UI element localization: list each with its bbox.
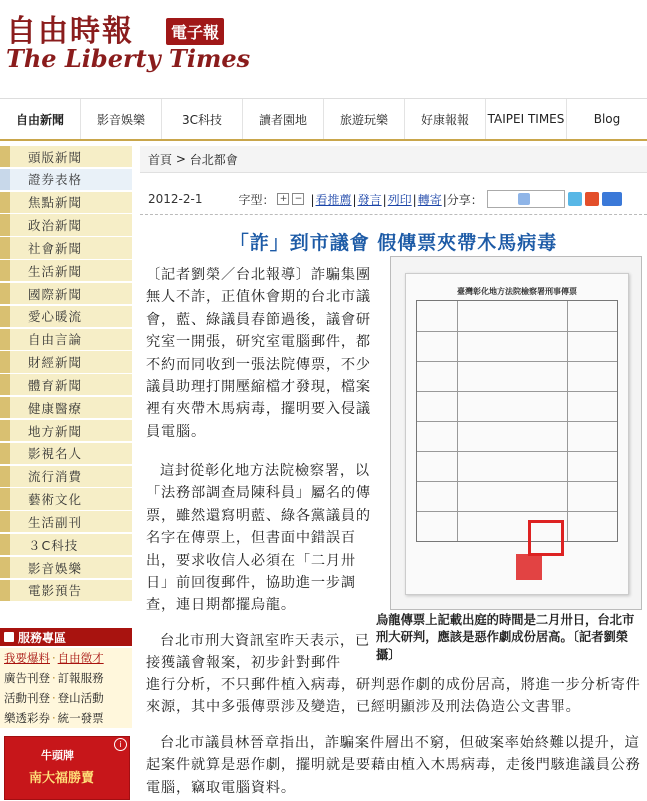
sidebar-item[interactable] bbox=[0, 374, 132, 395]
services-header bbox=[0, 628, 132, 646]
document-table bbox=[416, 300, 618, 542]
sidebar-item-label: 政治新聞 bbox=[28, 218, 83, 234]
advertisement[interactable] bbox=[4, 736, 130, 800]
service-link[interactable]: 我要爆料 bbox=[4, 651, 50, 665]
sidebar-item-marker bbox=[0, 580, 10, 601]
sidebar-item[interactable] bbox=[0, 488, 132, 509]
service-link[interactable]: 訂報服務 bbox=[57, 671, 104, 685]
sidebar-item-marker bbox=[0, 146, 10, 167]
sidebar-item[interactable] bbox=[0, 580, 132, 601]
sidebar-item-marker bbox=[0, 534, 10, 555]
site-header bbox=[0, 0, 647, 98]
nav-item[interactable]: 旅遊玩樂 bbox=[324, 99, 405, 139]
service-link[interactable]: 自由徵才 bbox=[57, 651, 104, 665]
sidebar-item-marker bbox=[0, 306, 10, 327]
services-row: 活動刊登 ‧ 登山活動 bbox=[4, 691, 104, 705]
paragraph: 〔記者劉榮／台北報導〕詐騙集團無人不詐，正值休會期的台北市議會，藍、綠議員春節過後，議會研究室一開張，研究室電腦郵件，都不約而同收到一張法院傳票，不少議員助理打開壓縮檔才發現，檔案裡有夾帶木馬病毒，擺明要入侵議員電腦。 bbox=[146, 267, 371, 440]
sidebar-item[interactable] bbox=[0, 466, 132, 487]
sidebar-item-marker bbox=[0, 260, 10, 281]
forward-link[interactable]: 轉寄 bbox=[417, 192, 442, 207]
comment-link[interactable]: 發言 bbox=[357, 192, 382, 207]
sidebar-item[interactable] bbox=[0, 146, 132, 167]
sidebar-item-label: 藝術文化 bbox=[28, 492, 83, 508]
seal-stamp bbox=[528, 520, 564, 556]
sidebar-item-label: 影視名人 bbox=[28, 446, 83, 462]
services-row: 廣告刊登 ‧ 訂報服務 bbox=[4, 671, 104, 685]
sidebar-item[interactable] bbox=[0, 192, 132, 213]
sidebar-item-label: 健康醫療 bbox=[28, 400, 83, 416]
sidebar-item-label: 生活副刊 bbox=[28, 514, 83, 530]
sidebar-item-marker bbox=[0, 169, 10, 190]
main-content bbox=[140, 146, 647, 254]
twitter-icon[interactable] bbox=[568, 192, 582, 206]
sidebar-item-marker bbox=[0, 420, 10, 441]
services-links bbox=[0, 648, 132, 728]
sidebar-item-label: 國際新聞 bbox=[28, 286, 83, 302]
red-stamp bbox=[516, 554, 542, 580]
breadcrumb-section[interactable]: 台北都會 bbox=[189, 152, 238, 167]
sidebar-item[interactable] bbox=[0, 237, 132, 258]
photo-caption: 烏龍傳票上記載出庭的時間是二月卅日，台北市刑大研判，應該是惡作劇成份居高。〔記者劉榮攝〕 bbox=[376, 613, 635, 662]
paragraph: 這封從彰化地方法院檢察署，以「法務部調查局陳科員」屬名的傳票，雖然還寫明藍、綠各黨議員的名字在傳票上，但書面中錯誤百出，要求收信人必須在「二月卅日」前回復郵件，協助進一步調查，連日期都擺烏龍。 bbox=[146, 463, 371, 614]
share-widget[interactable] bbox=[487, 190, 565, 208]
sidebar-item-label: 證券表格 bbox=[28, 172, 83, 188]
logo-badge: 電子報 bbox=[166, 18, 224, 45]
article-date: 2012-2-1 bbox=[148, 192, 203, 206]
nav-item[interactable]: Blog bbox=[593, 112, 621, 126]
service-icon bbox=[4, 632, 14, 642]
sidebar-item[interactable] bbox=[0, 351, 132, 372]
sidebar-item-label: 體育新聞 bbox=[28, 377, 83, 393]
sidebar-item-marker bbox=[0, 511, 10, 532]
services-row: 樂透彩券 ‧ 統一發票 bbox=[4, 711, 104, 725]
sidebar-item-marker bbox=[0, 351, 10, 372]
recommend-link[interactable]: 看推薦 bbox=[315, 192, 352, 207]
paragraph: 台北市刑大資訊室昨天表示，已接獲議會報案，初步針對郵件 bbox=[146, 633, 370, 672]
article-toolbar bbox=[140, 189, 647, 209]
sidebar-item[interactable] bbox=[0, 397, 132, 418]
sidebar-item-label: ３C科技 bbox=[28, 537, 79, 553]
breadcrumb-home[interactable]: 首頁 bbox=[148, 152, 173, 167]
sidebar-item-marker bbox=[0, 374, 10, 395]
service-link[interactable]: 樂透彩券 bbox=[4, 711, 50, 725]
sidebar-item-label: 焦點新聞 bbox=[28, 195, 83, 211]
nav-item[interactable]: 讀者園地 bbox=[243, 99, 324, 139]
article-photo[interactable] bbox=[390, 256, 642, 610]
services-row: 我要爆料 ‧ 自由徵才 bbox=[4, 651, 104, 665]
sidebar-item-label: 財經新聞 bbox=[28, 355, 83, 371]
sidebar-item-label: 社會新聞 bbox=[28, 240, 83, 256]
sidebar-item[interactable] bbox=[0, 557, 132, 578]
share-label: 分享： bbox=[446, 192, 483, 207]
plurk-icon[interactable] bbox=[585, 192, 599, 206]
sidebar-item-label: 電影預告 bbox=[28, 583, 83, 599]
font-size-label: 字型： bbox=[238, 192, 275, 207]
print-link[interactable]: 列印 bbox=[387, 192, 412, 207]
sidebar-item-marker bbox=[0, 397, 10, 418]
sidebar-item-marker bbox=[0, 329, 10, 350]
divider bbox=[140, 214, 647, 215]
summons-document bbox=[405, 273, 629, 595]
sidebar-item[interactable] bbox=[0, 534, 132, 555]
sidebar-item-marker bbox=[0, 214, 10, 235]
services-title: 服務專區 bbox=[18, 630, 67, 645]
service-link[interactable]: 登山活動 bbox=[57, 691, 104, 705]
google-plus-icon[interactable] bbox=[602, 192, 622, 206]
nav-item[interactable]: 自由新聞 bbox=[0, 99, 81, 139]
paragraph: 進行分析，不只郵件植入病毒，研判惡作劇的成份居高，將進一步分析寄件來源，其中多張傳票涉及變造，已經明顯涉及刑法偽造公文書罪。 bbox=[146, 677, 641, 716]
sidebar-item-label: 生活新聞 bbox=[28, 263, 83, 279]
ad-brand: 牛頭牌 bbox=[41, 749, 74, 762]
sidebar-item-marker bbox=[0, 557, 10, 578]
breadcrumb bbox=[140, 146, 647, 173]
sidebar-item-label: 流行消費 bbox=[28, 469, 83, 485]
nav-item[interactable]: 3C科技 bbox=[162, 99, 243, 139]
service-link[interactable]: 統一發票 bbox=[57, 711, 104, 725]
font-increase-button[interactable]: + bbox=[277, 193, 289, 205]
article-title: 「詐」到市議會 假傳票夾帶木馬病毒 bbox=[229, 232, 558, 254]
document-title: 臺灣彰化地方法院檢察署刑事傳票 bbox=[457, 287, 577, 296]
ad-text: 南大福勝賣 bbox=[29, 771, 95, 786]
nav-item[interactable]: 影音娛樂 bbox=[81, 99, 162, 139]
service-link[interactable]: 廣告刊登 bbox=[4, 671, 50, 685]
sidebar-item-marker bbox=[0, 283, 10, 304]
nav-item[interactable]: TAIPEI TIMES bbox=[486, 99, 567, 139]
sidebar-item-marker bbox=[0, 443, 10, 464]
sidebar-item[interactable] bbox=[0, 511, 132, 532]
sidebar-item[interactable] bbox=[0, 283, 132, 304]
sidebar-item[interactable] bbox=[0, 329, 132, 350]
ad-info-icon[interactable]: i bbox=[114, 738, 127, 751]
sidebar-item[interactable] bbox=[0, 420, 132, 441]
article-links: |看推薦|發言|列印|轉寄| bbox=[310, 192, 447, 207]
breadcrumb-sep: > bbox=[172, 152, 190, 166]
sidebar-item-label: 地方新聞 bbox=[28, 423, 83, 439]
sidebar-item-label: 自由言論 bbox=[28, 332, 83, 348]
sidebar-item-label: 頭版新聞 bbox=[28, 149, 83, 165]
sidebar-item[interactable] bbox=[0, 214, 132, 235]
sidebar-item-label: 愛心暖流 bbox=[28, 309, 83, 325]
sidebar-item[interactable] bbox=[0, 443, 132, 464]
service-link[interactable]: 活動刊登 bbox=[4, 691, 50, 705]
paragraph: 台北市議員林晉章指出，詐騙案件層出不窮，但破案率始終難以提升，這起案件就算是惡作劇，擺明就是要藉由植入木馬病毒，走後門駭進議員公務電腦，竊取電腦資料。 bbox=[146, 735, 641, 796]
site-logo[interactable]: 自由時報 bbox=[6, 14, 134, 49]
font-decrease-button[interactable]: − bbox=[292, 193, 304, 205]
sidebar-item-marker bbox=[0, 237, 10, 258]
sidebar-item[interactable] bbox=[0, 169, 132, 190]
sidebar-item-label: 影音娛樂 bbox=[28, 560, 83, 576]
top-nav bbox=[0, 98, 647, 141]
site-logo-english[interactable]: The Liberty Times bbox=[6, 44, 251, 73]
sidebar bbox=[0, 146, 132, 603]
nav-item[interactable]: 好康報報 bbox=[405, 99, 486, 139]
sidebar-item[interactable] bbox=[0, 260, 132, 281]
sidebar-item-marker bbox=[0, 192, 10, 213]
sidebar-item-marker bbox=[0, 488, 10, 509]
sidebar-item[interactable] bbox=[0, 306, 132, 327]
sidebar-item-marker bbox=[0, 466, 10, 487]
